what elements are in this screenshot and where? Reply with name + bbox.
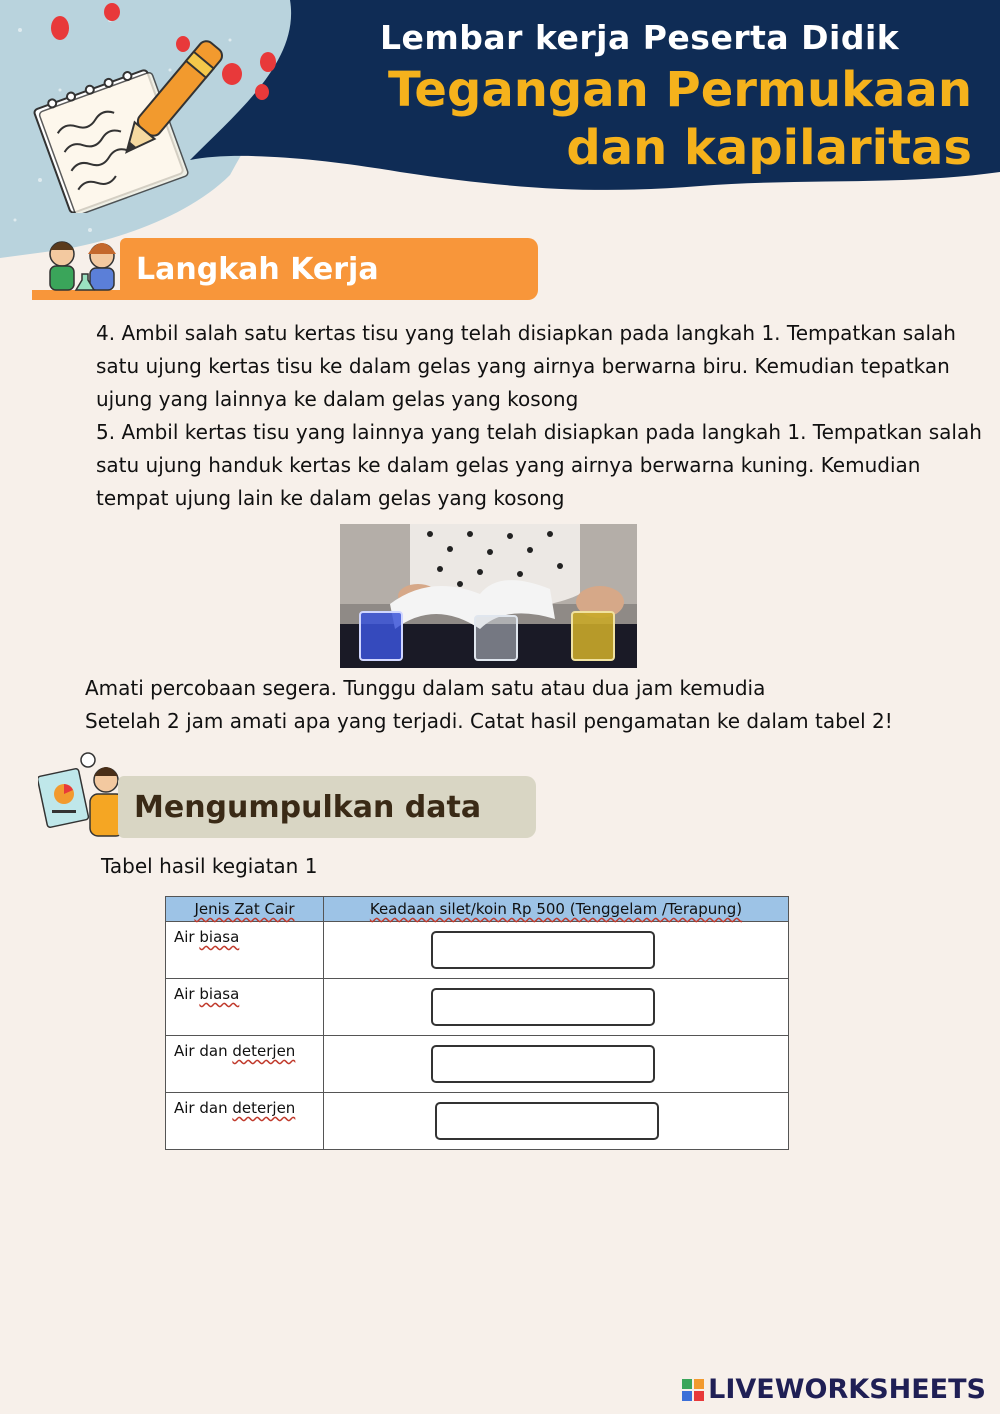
liquid-cell: Air biasa [166,922,324,979]
table-row [166,922,789,979]
worksheet-title-line1: Tegangan Permukaan [388,62,972,118]
results-table [165,896,789,1150]
answer-input-4[interactable] [435,1102,659,1140]
column-header-state: Keadaan silet/koin Rp 500 (Tenggelam /Terapung) [324,897,789,922]
answer-input-1[interactable] [431,931,655,969]
liquid-cell: Air dan deterjen [166,1036,324,1093]
answer-input-3[interactable] [431,1045,655,1083]
worksheet-title-line2: dan kapilaritas [566,120,972,176]
step-4: 4. Ambil salah satu kertas tisu yang telah disiapkan pada langkah 1. Tempatkan salah satu ujung kertas tisu ke dalam gelas yang airnya berwarna biru. Kemudian tepatkan ujung yang lainnya ke dalam gelas yang kosong [96,321,956,411]
answer-cell [324,979,789,1036]
table-row [166,1093,789,1150]
answer-cell [324,1036,789,1093]
answer-input-2[interactable] [431,988,655,1026]
liveworksheets-logo[interactable] [682,1374,986,1405]
answer-cell [324,922,789,979]
table-row [166,1036,789,1093]
column-header-liquid: Jenis Zat Cair [166,897,324,922]
steps-text [96,317,988,515]
observe-line-1: Amati percobaan segera. Tunggu dalam satu atau dua jam kemudia [85,676,766,700]
table-header-row [166,897,789,922]
section-banner-mengumpulkan-data: Mengumpulkan data [118,776,536,838]
observation-instructions [85,672,965,738]
liquid-cell: Air biasa [166,979,324,1036]
section-banner-langkah-kerja: Langkah Kerja [120,238,538,300]
worksheet-subtitle: Lembar kerja Peserta Didik [380,18,900,57]
data-presenter-icon [38,750,130,840]
notebook-pen-icon [28,28,228,213]
answer-cell [324,1093,789,1150]
step-5: 5. Ambil kertas tisu yang lainnya yang telah disiapkan pada langkah 1. Tempatkan salah satu ujung handuk kertas ke dalam gelas yang airnya berwarna kuning. Kemudian tempat ujung lain ke dalam gelas yang kosong [96,420,982,510]
liquid-cell: Air dan deterjen [166,1093,324,1150]
observe-line-2: Setelah 2 jam amati apa yang terjadi. Catat hasil pengamatan ke dalam tabel 2! [85,709,893,733]
liveworksheets-logo-icon [682,1379,704,1401]
experiment-photo [340,524,637,668]
table-caption: Tabel hasil kegiatan 1 [101,854,318,878]
liveworksheets-brand-text: LIVEWORKSHEETS [708,1374,986,1405]
table-row [166,979,789,1036]
